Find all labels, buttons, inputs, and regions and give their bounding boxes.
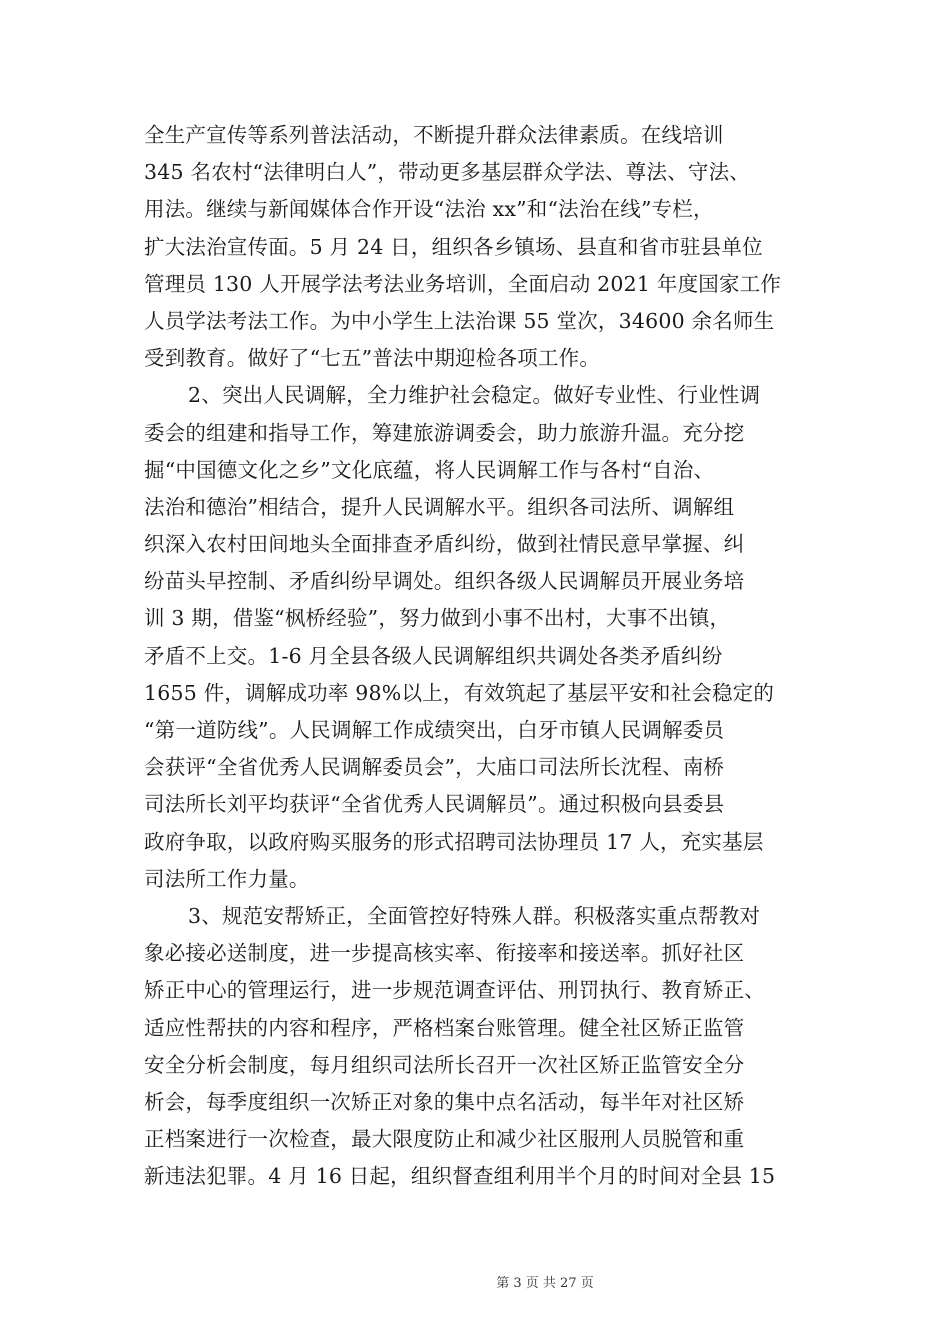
- text-line: 法治和德治”相结合，提升人民调解水平。组织各司法所、调解组: [144, 494, 735, 519]
- text-line: 矛盾不上交。1-6 月全县各级人民调解组织共调处各类矛盾纠纷: [144, 643, 723, 668]
- page-number: 第 3 页 共 27 页: [496, 1276, 594, 1291]
- text-line: 全生产宣传等系列普法活动，不断提升群众法律素质。在线培训: [144, 123, 724, 147]
- text-line: 掘“中国德文化之乡”文化底蕴，将人民调解工作与各村“自治、: [144, 457, 715, 482]
- text-line: 安全分析会制度，每月组织司法所长召开一次社区矫正监管安全分: [144, 1052, 745, 1077]
- text-line: 新违法犯罪。4 月 16 日起，组织督查组利用半个月的时间对全县 15: [144, 1164, 776, 1189]
- text-line: 用法。继续与新闻媒体合作开设“法治 xx”和“法治在线”专栏，: [144, 197, 714, 222]
- text-line: 正档案进行一次检查，最大限度防止和减少社区服刑人员脱管和重: [144, 1127, 745, 1152]
- text-line: 受到教育。做好了“七五”普法中期迎检各项工作。: [144, 346, 601, 371]
- text-line: 司法所工作力量。: [144, 866, 310, 891]
- text-line: 析会，每季度组织一次矫正对象的集中点名活动，每半年对社区矫: [144, 1089, 745, 1114]
- text-line: 委会的组建和指导工作，筹建旅游调委会，助力旅游升温。充分挖: [144, 420, 745, 445]
- paragraph-1: [144, 117, 812, 377]
- text-line: 政府争取，以政府购买服务的形式招聘司法协理员 17 人，充实基层: [144, 829, 764, 854]
- document-body: [144, 117, 812, 1195]
- paragraph-3: [144, 898, 812, 1196]
- text-line: 适应性帮扶的内容和程序，严格档案台账管理。健全社区矫正监管: [144, 1015, 745, 1040]
- text-line: “第一道防线”。人民调解工作成绩突出，白牙市镇人民调解委员: [144, 718, 725, 742]
- text-line: 345 名农村“法律明白人”，带动更多基层群众学法、尊法、守法、: [144, 160, 751, 185]
- text-line: 1655 件，调解成功率 98%以上，有效筑起了基层平安和社会稳定的: [144, 680, 775, 705]
- text-line: 矫正中心的管理运行，进一步规范调查评估、刑罚执行、教育矫正、: [144, 978, 765, 1003]
- text-line: 管理员 130 人开展学法考法业务培训，全面启动 2021 年度国家工作: [144, 271, 782, 296]
- text-line: 纷苗头早控制、矛盾纠纷早调处。组织各级人民调解员开展业务培: [144, 569, 745, 594]
- text-line: 织深入农村田间地头全面排查矛盾纠纷，做到社情民意早掌握、纠: [144, 532, 745, 557]
- text-line: 训 3 期，借鉴“枫桥经验”，努力做到小事不出村，大事不出镇，: [144, 606, 731, 631]
- text-line: 象必接必送制度，进一步提高核实率、衔接率和接送率。抓好社区: [144, 941, 745, 966]
- paragraph-2: [144, 377, 812, 898]
- text-line: 会获评“全省优秀人民调解委员会”，大庙口司法所长沈程、南桥: [144, 755, 725, 780]
- text-line: 扩大法治宣传面。5 月 24 日，组织各乡镇场、县直和省市驻县单位: [144, 234, 763, 259]
- text-line: 2、突出人民调解，全力维护社会稳定。做好专业性、行业性调: [188, 383, 761, 408]
- page-footer: [0, 1272, 950, 1291]
- text-line: 3、规范安帮矫正，全面管控好特殊人群。积极落实重点帮教对: [188, 903, 761, 928]
- text-line: 司法所长刘平均获评“全省优秀人民调解员”。通过积极向县委县: [144, 792, 725, 817]
- text-line: 人员学法考法工作。为中小学生上法治课 55 堂次，34600 余名师生: [144, 308, 775, 333]
